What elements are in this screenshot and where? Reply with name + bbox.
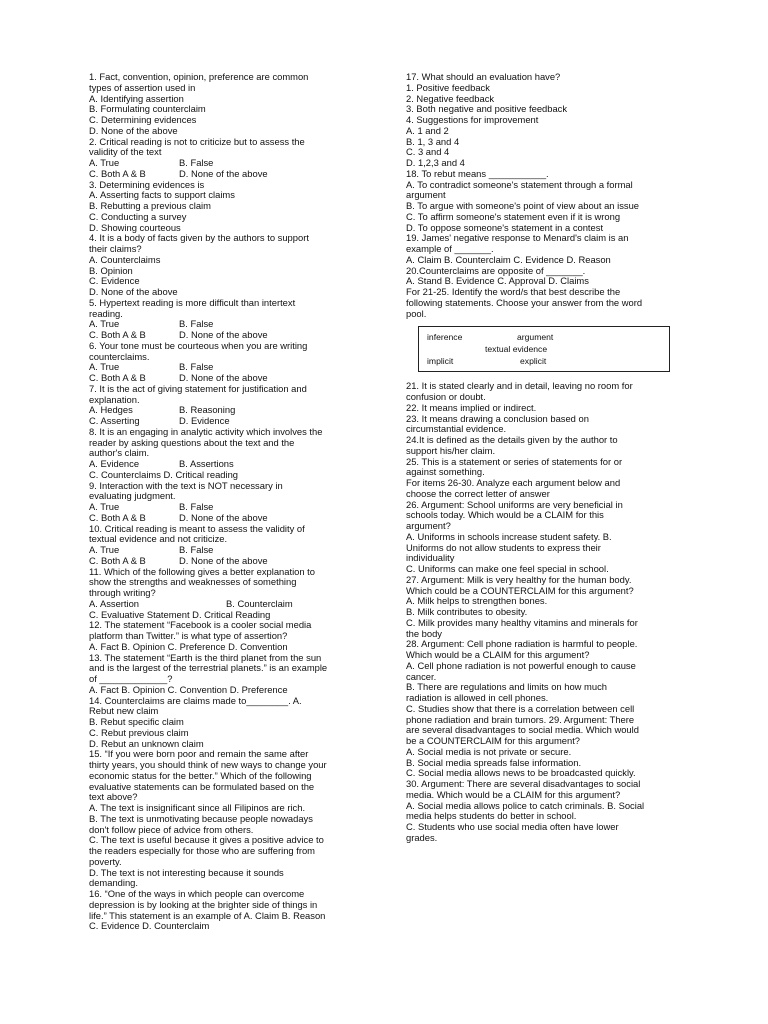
text-line: argument (406, 189, 446, 201)
text-line: 30. Argument: There are several disadvantages to social (406, 778, 641, 789)
text-line: A. The text is insignificant since all Filipinos are rich. (89, 802, 306, 813)
text-line: through writing? (89, 587, 156, 598)
text-line: reading. (89, 307, 123, 319)
text-segment: D. None of the above (179, 329, 268, 340)
text-line: show the strengths and weaknesses of something (89, 576, 297, 588)
text-line: C. Social media allows news to be broadcasted quickly. (406, 767, 636, 779)
text-line: C. Evidence (89, 275, 140, 287)
text-line: platform than Twitter.” is what type of assertion? (89, 630, 288, 641)
text-line: C. Evidence D. Counterclaim (89, 920, 210, 932)
text-line: Which would be a CLAIM for this argument? (406, 649, 590, 660)
text-line: B. To argue with someone's point of view about an issue (406, 200, 640, 211)
text-line: C. Determining evidences (89, 114, 197, 125)
text-line: C. Conducting a survey (89, 210, 187, 222)
left-column (89, 72, 361, 932)
text-line (89, 599, 361, 610)
text-line: 23. It means drawing a conclusion based on (406, 412, 589, 424)
text-line: A. Asserting facts to support claims (89, 189, 235, 201)
text-line: 27. Argument: Milk is very healthy for the human body. (406, 573, 632, 585)
text-line: schools today. Which would be a CLAIM for this (406, 509, 604, 521)
text-line: 4. Suggestions for improvement (406, 114, 539, 125)
text-line: choose the correct letter of answer (406, 487, 550, 499)
text-segment: C. Both A & B (89, 167, 146, 179)
text-line: 20.Counterclaims are opposite of _______. (406, 264, 586, 276)
text-line: evaluative statements can be formulated based on the (89, 780, 315, 792)
text-segment: B. False (179, 501, 214, 512)
text-segment: C. Asserting (89, 415, 140, 426)
text-line: Rebut new claim (89, 705, 159, 717)
text-line: pool. (406, 307, 427, 319)
text-segment: D. None of the above (179, 554, 268, 566)
text-line: be a COUNTERCLAIM for this argument? (406, 735, 581, 746)
text-line: of _____________? (89, 673, 173, 684)
text-line: A. Social media is not private or secure. (406, 745, 572, 757)
text-line: A. Cell phone radiation is not powerful enough to cause (406, 659, 636, 671)
text-line: A. 1 and 2 (406, 124, 449, 136)
text-line: don't follow piece of advice from others. (89, 823, 254, 835)
text-line: the readers especially for those who are suffering from (89, 845, 315, 856)
text-segment: D. None of the above (179, 372, 268, 383)
text-line: 2. Negative feedback (406, 92, 495, 104)
text-line: depression is by looking at the brighter side of things in (89, 898, 318, 910)
text-line: 28. Argument: Cell phone radiation is harmful to people. (406, 638, 638, 650)
right-column (406, 72, 678, 844)
text-line: For items 26-30. Analyze each argument below and (406, 477, 621, 488)
right-column-bottom (406, 381, 678, 843)
text-line: B. The text is unmotivating because people nowadays (89, 812, 313, 824)
text-line: grades. (406, 831, 438, 843)
text-line: circumstantial evidence. (406, 423, 507, 435)
text-line: example of _______. (406, 243, 494, 254)
text-line: demanding. (89, 877, 138, 889)
text-line: counterclaims. (89, 350, 150, 362)
text-line: D. Showing courteous (89, 221, 181, 233)
text-segment: B. Reasoning (179, 404, 236, 416)
text-line: author's claim. (89, 447, 150, 459)
text-line: C. Uniforms can make one feel special in school. (406, 563, 609, 574)
text-line: 21. It is stated clearly and in detail, leaving no room for (406, 380, 633, 392)
text-segment: B. Assertions (179, 458, 234, 469)
text-line: media helps students do better in school. (406, 810, 577, 822)
text-line: A. Counterclaims (89, 253, 161, 265)
word-pool-implicit: implicit (427, 356, 454, 367)
text-line: For 21-25. Identify the word/s that best describe the (406, 286, 621, 297)
text-line: 26. Argument: School uniforms are very beneficial in (406, 498, 623, 510)
text-line: 3. Determining evidences is (89, 178, 205, 190)
word-pool-textual-evidence: textual evidence (485, 344, 548, 355)
text-line: 24.It is defined as the details given by the author to (406, 434, 618, 445)
right-column-top (406, 72, 678, 319)
text-line: Which could be a COUNTERCLAIM for this argument? (406, 584, 634, 596)
text-line: text above? (89, 791, 138, 803)
text-line: C. Evaluative Statement D. Critical Reading (89, 608, 271, 620)
text-line: 1. Fact, convention, opinion, preference are common (89, 71, 309, 82)
text-line: A. Claim B. Counterclaim C. Evidence D. Reason (406, 253, 611, 265)
text-line: C. Rebut previous claim (89, 726, 189, 738)
text-line (89, 513, 361, 524)
text-line: 15. “If you were born poor and remain the same after (89, 748, 309, 760)
text-line: 1. Positive feedback (406, 81, 490, 93)
text-line: economic status for the better.” Which of the following (89, 769, 312, 781)
text-line: C. Studies show that there is a correlation between cell (406, 702, 635, 714)
text-line: cancer. (406, 670, 437, 682)
text-line: B. Formulating counterclaim (89, 103, 206, 115)
text-line: B. Social media spreads false information. (406, 756, 582, 768)
text-line: thirty years, you should think of new ways to change your (89, 759, 327, 770)
text-line: textual evidence and not criticize. (89, 533, 228, 545)
text-line: 10. Critical reading is meant to assess the validity of (89, 522, 305, 534)
text-line: confusion or doubt. (406, 391, 486, 402)
text-line: 25. This is a statement or series of statements for or (406, 455, 623, 467)
text-line: A. Social media allows police to catch criminals. B. Social (406, 799, 645, 811)
text-line: D. Rebut an unknown claim (89, 737, 204, 749)
text-line: A. Milk helps to strengthen bones. (406, 595, 548, 607)
text-line: D. To oppose someone's statement in a contest (406, 221, 604, 233)
text-line: B. Rebut specific claim (89, 716, 184, 727)
text-line: A. Fact B. Opinion C. Convention D. Preference (89, 683, 288, 695)
text-line: C. Milk provides many healthy vitamins and minerals for (406, 616, 638, 628)
text-line: 8. It is an engaging in analytic activity which involves the (89, 425, 323, 437)
text-line: C. Students who use social media often have lower (406, 821, 619, 832)
text-segment: A. True (89, 157, 120, 168)
text-segment: A. Evidence (89, 458, 140, 469)
text-line: B. Milk contributes to obesity. (406, 606, 528, 617)
word-pool-inference: inference (427, 332, 463, 343)
text-line: 3. Both negative and positive feedback (406, 103, 568, 115)
text-segment: C. Both A & B (89, 554, 146, 566)
text-line: 5. Hypertext reading is more difficult than intertext (89, 296, 296, 308)
text-line: explanation. (89, 393, 140, 405)
text-line: D. The text is not interesting because it sounds (89, 866, 284, 878)
text-line: 11. Which of the following gives a better explanation to (89, 565, 316, 577)
text-line: 18. To rebut means ___________. (406, 167, 549, 179)
text-segment: A. True (89, 318, 120, 330)
text-line: C. To affirm someone's statement even if it is wrong (406, 210, 621, 222)
text-line: C. 3 and 4 (406, 146, 450, 158)
text-line (89, 556, 361, 567)
text-segment: C. Both A & B (89, 329, 146, 340)
text-line: A. Uniforms in schools increase student safety. B. (406, 530, 612, 542)
text-line: their claims? (89, 243, 142, 254)
text-line: 13. The statement “Earth is the third planet from the sun (89, 651, 322, 663)
text-line: A. To contradict someone's statement through a formal (406, 178, 633, 190)
text-line: B. Opinion (89, 264, 133, 276)
text-line: C. The text is useful because it gives a positive advice to (89, 834, 324, 846)
text-segment: A. Hedges (89, 404, 133, 416)
text-line: types of assertion used in (89, 81, 196, 93)
text-line: Uniforms do not allow students to express their (406, 541, 601, 553)
text-segment: B. False (179, 157, 214, 168)
text-line: 22. It means implied or indirect. (406, 401, 537, 413)
text-line: D. None of the above (89, 124, 178, 136)
text-line: B. Rebutting a previous claim (89, 200, 211, 211)
text-line: C. Counterclaims D. Critical reading (89, 468, 239, 480)
text-segment: D. None of the above (179, 167, 268, 179)
text-line: 19. James' negative response to Menard's claim is an (406, 232, 629, 244)
text-line: D. None of the above (89, 286, 178, 297)
text-line: 17. What should an evaluation have? (406, 71, 561, 82)
text-line: 16. “One of the ways in which people can overcome (89, 888, 305, 899)
text-line: support his/her claim. (406, 444, 496, 456)
text-line: individuality (406, 552, 455, 564)
text-line: media. Which would be a CLAIM for this argument? (406, 788, 621, 800)
text-line: 4. It is a body of facts given by the authors to support (89, 232, 309, 244)
text-line: 12. The statement “Facebook is a cooler social media (89, 619, 312, 631)
text-segment: A. True (89, 501, 120, 512)
text-line: phone radiation and brain tumors. 29. Argument: There (406, 713, 635, 725)
text-line: 2. Critical reading is not to criticize but to assess the (89, 135, 305, 147)
text-segment: B. Counterclaim (226, 597, 293, 609)
text-segment: B. False (179, 544, 214, 555)
text-line: A. Fact B. Opinion C. Preference D. Convention (89, 640, 288, 652)
text-line: evaluating judgment. (89, 490, 176, 502)
word-pool-explicit: explicit (520, 356, 547, 367)
text-line: 14. Counterclaims are claims made to________. A. (89, 694, 302, 706)
text-line: following statements. Choose your answer from the word (406, 296, 643, 308)
text-line: are several disadvantages to social media. Which would (406, 724, 639, 736)
word-pool-box (418, 326, 670, 372)
text-segment: C. Both A & B (89, 372, 146, 383)
text-line: A. Identifying assertion (89, 92, 184, 104)
text-line: B. There are regulations and limits on how much (406, 681, 607, 693)
text-segment: A. True (89, 361, 120, 373)
text-line: reader by asking questions about the text and the (89, 436, 295, 448)
text-line: radiation is allowed in cell phones. (406, 692, 549, 703)
text-line: argument? (406, 520, 451, 531)
text-line: A. Stand B. Evidence C. Approval D. Claims (406, 275, 589, 287)
text-line: poverty. (89, 855, 122, 867)
text-line: life.” This statement is an example of A. Claim B. Reason (89, 909, 326, 921)
word-pool-argument: argument (517, 332, 554, 343)
text-line: 9. Interaction with the text is NOT necessary in (89, 479, 283, 491)
text-line: against something. (406, 466, 485, 478)
text-line: and is the largest of the terrestrial planets.” is an example (89, 662, 328, 674)
text-segment: C. Both A & B (89, 511, 146, 523)
text-segment: B. False (179, 318, 214, 330)
text-segment: B. False (179, 361, 214, 373)
text-line: D. 1,2,3 and 4 (406, 157, 465, 168)
text-segment: D. None of the above (179, 511, 268, 523)
text-line: validity of the text (89, 146, 162, 158)
text-segment: D. Evidence (179, 415, 230, 426)
text-line (89, 169, 361, 180)
text-line: 7. It is the act of giving statement for justification and (89, 382, 307, 394)
text-line: 6. Your tone must be courteous when you are writing (89, 339, 308, 351)
text-line: the body (406, 627, 442, 639)
text-line: B. 1, 3 and 4 (406, 135, 460, 147)
text-segment: A. True (89, 544, 120, 555)
text-segment: A. Assertion (89, 597, 140, 609)
